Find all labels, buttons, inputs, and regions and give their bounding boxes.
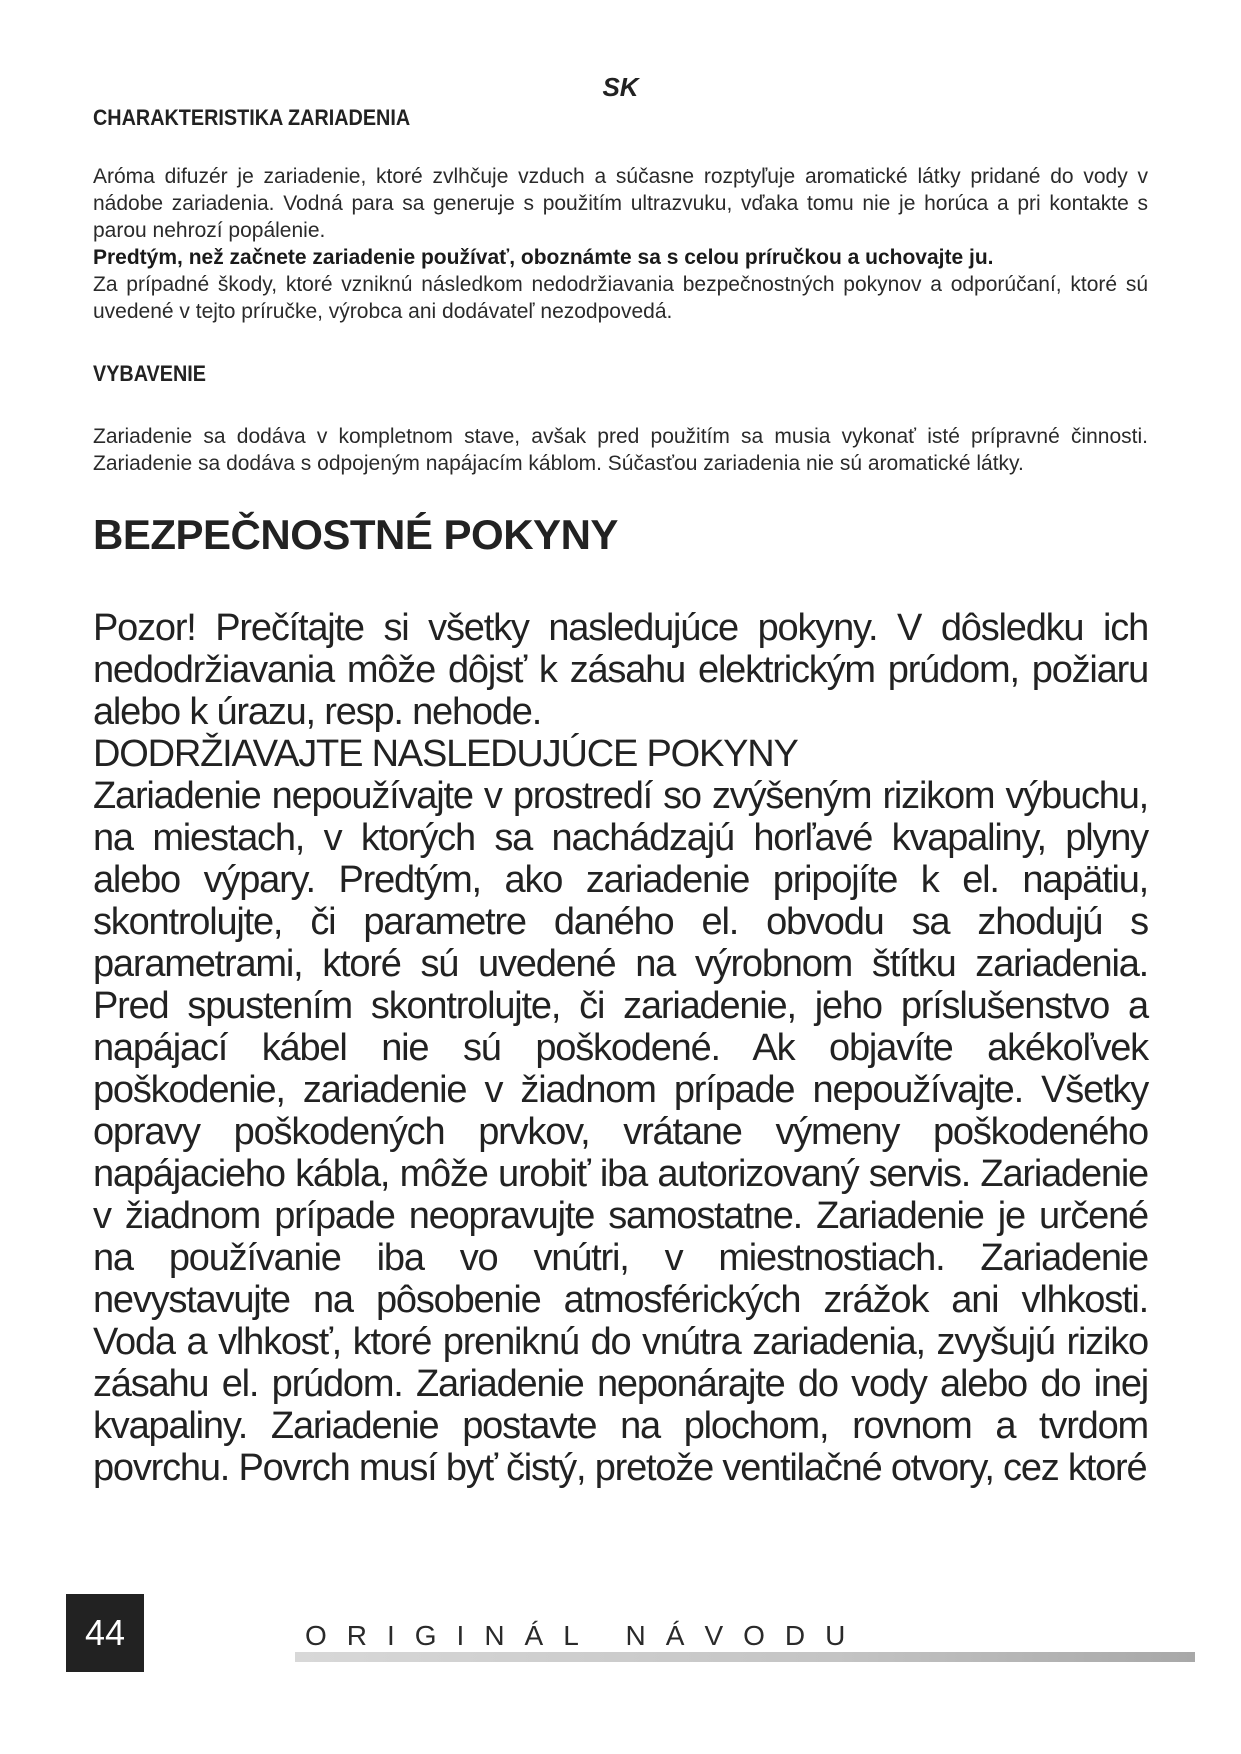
read-manual-notice-text: Predtým, než začnete zariadenie používať, oboznámte sa s celou príručkou a uchovajte ju. xyxy=(93,246,994,269)
footer-label: ORIGINÁL NÁVODU xyxy=(305,1620,866,1651)
safety-warning: Pozor! Prečítajte si všetky nasledujúce pokyny. V dôsledku ich nedodržiavania môže dôjsť k zásahu elektrickým prúdom, požiaru alebo k úrazu, resp. nehode. xyxy=(93,607,1148,733)
read-manual-notice xyxy=(93,244,1148,271)
safety-heading: BEZPEČNOSTNÉ POKYNY xyxy=(93,511,618,558)
page-content xyxy=(93,105,1148,1489)
features-heading: CHARAKTERISTIKA ZARIADENIA xyxy=(93,105,411,130)
safety-subheading: DODRŽIAVAJTE NASLEDUJÚCE POKYNY xyxy=(93,733,798,775)
safety-body xyxy=(93,607,1148,1489)
footer-decorative-bar xyxy=(295,1652,1195,1662)
liability-paragraph: Za prípadné škody, ktoré vzniknú následkom nedodržiavania bezpečnostných pokynov a odporúčaní, ktoré sú uvedené v tejto príručke, výrobca ani dodávateľ nezodpovedá. xyxy=(93,273,1148,323)
features-paragraph: Aróma difuzér je zariadenie, ktoré zvlhčuje vzduch a súčasne rozptyľuje aromatické látky pridané do vody v nádobe zariadenia. Vodná para sa generuje s použitím ultrazvuku, vďaka tomu nie je horúca a pri kontakte s parou nehrozí popálenie. xyxy=(93,165,1148,242)
equipment-paragraph: Zariadenie sa dodáva v kompletnom stave, avšak pred použitím sa musia vykonať isté prípravné činnosti. Zariadenie sa dodáva s odpojeným napájacím káblom. Súčasťou zariadenia nie sú aromatické látky. xyxy=(93,425,1148,475)
features-section xyxy=(93,163,1148,325)
page-number: 44 xyxy=(66,1594,144,1672)
safety-instructions: Zariadenie nepoužívajte v prostredí so zvýšeným rizikom výbuchu, na miestach, v ktorých sa nachádzajú horľavé kvapaliny, plyny alebo výpary. Predtým, ako zariadenie pripojíte k el. napätiu, skontrolujte, či parametre daného el. obvodu sa zhodujú s parametrami, ktoré sú uvedené na výrobnom štítku zariadenia. Pred spustením skontrolujte, či zariadenie, jeho príslušenstvo a napájací kábel nie sú poškodené. Ak objavíte akékoľvek poškodenie, zariadenie v žiadnom prípade nepoužívajte. Všetky opravy poškodených prvkov, vrátane výmeny poškodeného napájacieho kábla, môže urobiť iba autorizovaný servis. Zariadenie v žiadnom prípade neopravujte samostatne. Zariadenie je určené na používanie iba vo vnútri, v miestnostiach. Zariadenie nevystavujte na pôsobenie atmosférických zrážok ani vlhkosti. Voda a vlhkosť, ktoré preniknú do vnútra zariadenia, zvyšujú riziko zásahu el. prúdom. Zariadenie neponárajte do vody alebo do inej kvapaliny. Zariadenie postavte na plochom, rovnom a tvrdom povrchu. Povrch musí byť čistý, pretože ventilačné otvory, cez ktoré xyxy=(93,775,1148,1489)
equipment-heading: VYBAVENIE xyxy=(93,361,206,386)
language-code: SK xyxy=(602,72,639,102)
